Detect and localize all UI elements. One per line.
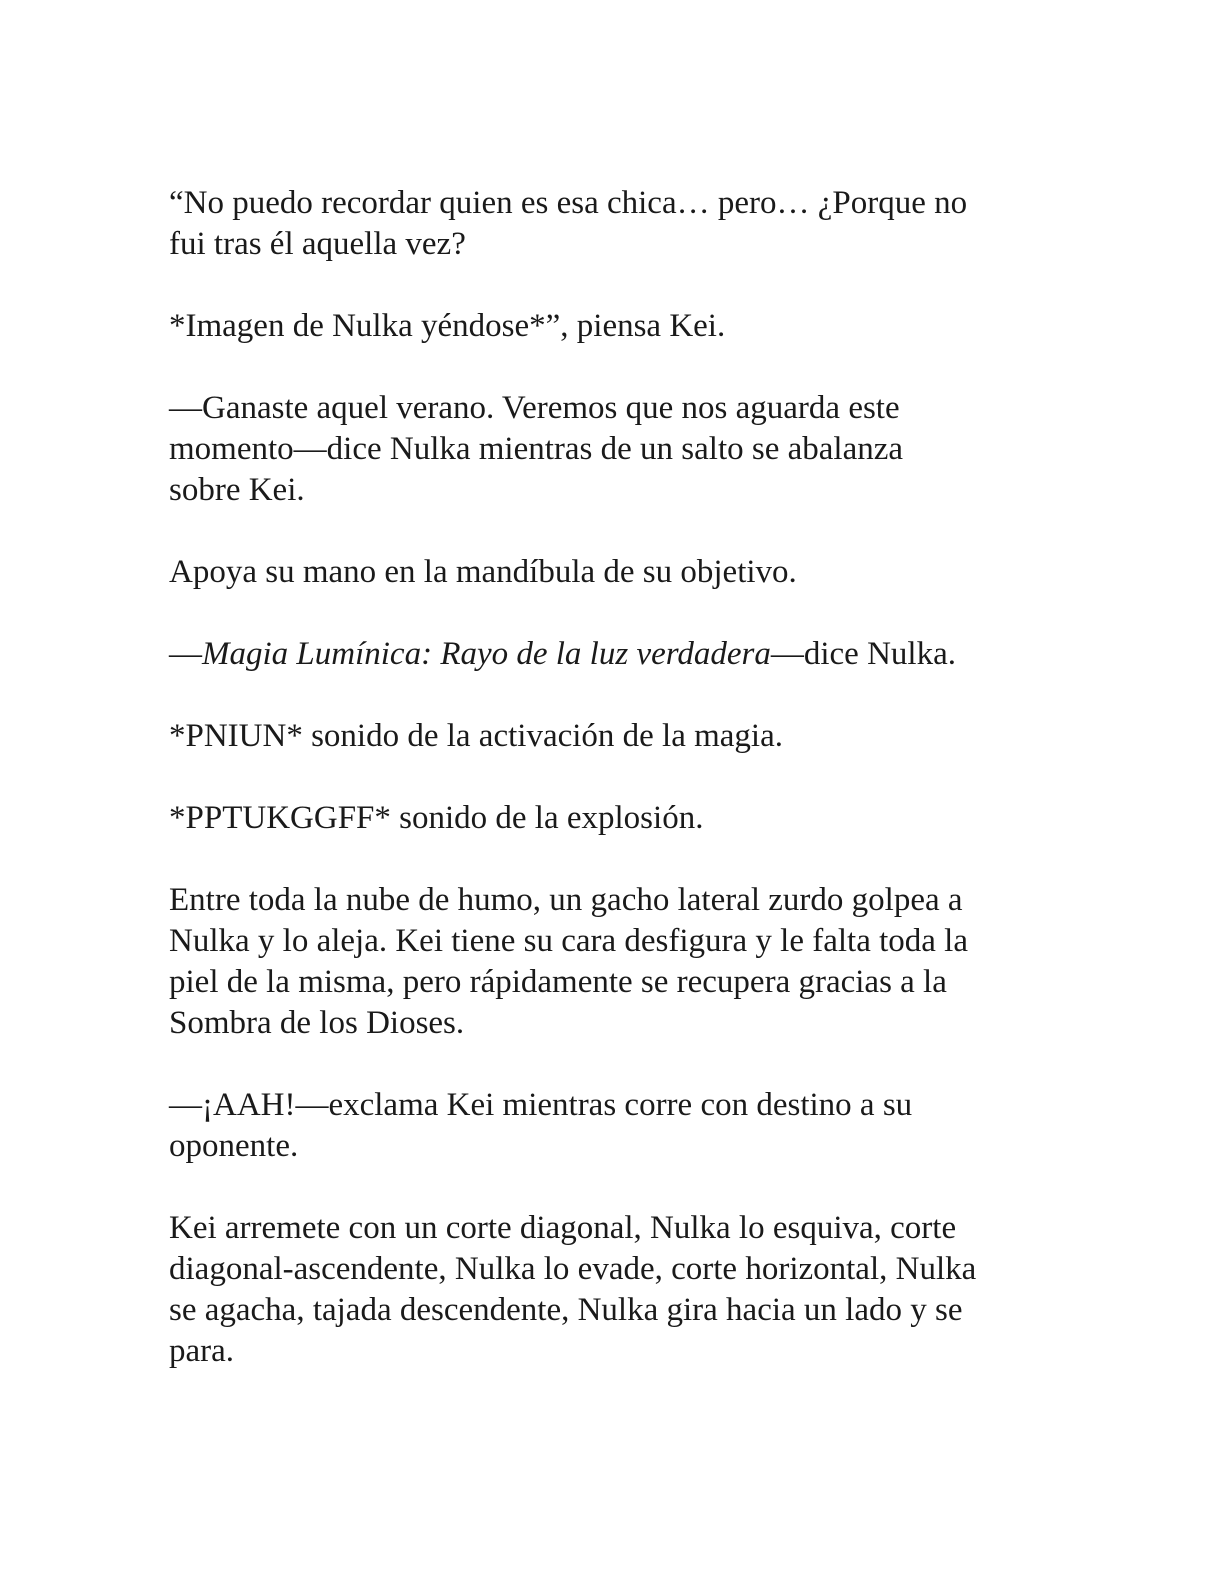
spell-tail: —dice Nulka. (770, 636, 956, 672)
paragraph-nulka-speech: —Ganaste aquel verano. Veremos que nos aguarda este momento—dice Nulka mientras de un salto se abalanza sobre Kei. (169, 390, 904, 508)
paragraph-spell (169, 634, 1069, 675)
spell-name: Magia Lumínica: Rayo de la luz verdadera (202, 636, 771, 672)
paragraph-sword-combo: Kei arremete con un corte diagonal, Nulka lo esquiva, corte diagonal-ascendente, Nulka lo evade, corte horizontal, Nulka se agacha, tajada descendente, Nulka gira hacia un lado y se para. (169, 1210, 977, 1369)
paragraph-jaw: Apoya su mano en la mandíbula de su objetivo. (169, 554, 797, 590)
paragraph-smoke: Entre toda la nube de humo, un gacho lateral zurdo golpea a Nulka y lo aleja. Kei tiene su cara desfigura y le falta toda la piel de la misma, pero rápidamente se recupera gracias a la Sombra de los Dioses. (169, 882, 968, 1041)
spell-dash: — (169, 636, 202, 672)
paragraph-explosion-sound: *PPTUKGGFF* sonido de la explosión. (169, 800, 704, 836)
paragraph-magic-sound: *PNIUN* sonido de la activación de la magia. (169, 718, 783, 754)
paragraph-kei-shout: —¡AAH!—exclama Kei mientras corre con destino a su oponente. (169, 1087, 913, 1164)
body-text (169, 183, 1069, 1372)
paragraph-kei-thought: “No puedo recordar quien es esa chica… pero… ¿Porque no fui tras él aquella vez? (169, 185, 968, 262)
paragraph-nulka-image: *Imagen de Nulka yéndose*”, piensa Kei. (169, 308, 726, 344)
